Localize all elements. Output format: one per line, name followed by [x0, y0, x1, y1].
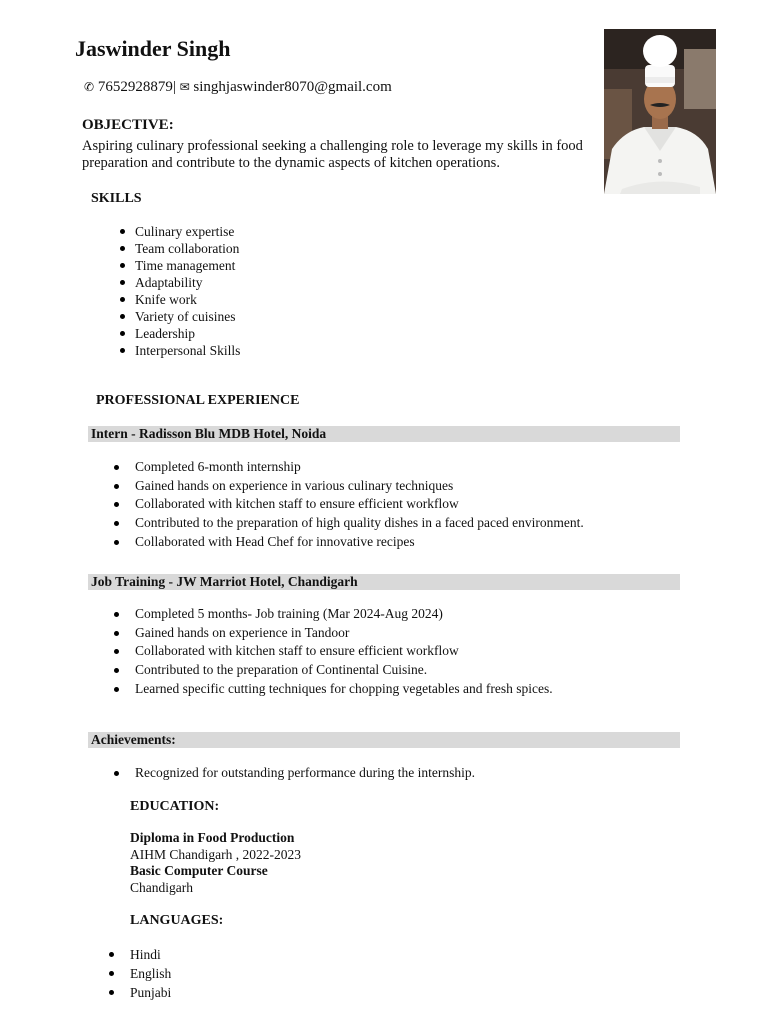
list-item: Adaptability [135, 274, 240, 291]
job-title-band: Job Training - JW Marriot Hotel, Chandigarh [88, 574, 680, 590]
candidate-name: Jaswinder Singh [75, 36, 231, 61]
list-item: English [130, 966, 172, 981]
list-item: Gained hands on experience in various culinary techniques [135, 477, 584, 496]
contact-line [84, 79, 392, 96]
experience-heading: PROFESSIONAL EXPERIENCE [96, 393, 300, 408]
phone-icon: ✆ [84, 80, 95, 94]
education-detail: AIHM Chandigarh , 2022-2023 [130, 846, 301, 862]
education-detail: Chandigarh [130, 879, 193, 895]
objective-heading: OBJECTIVE: [82, 117, 174, 133]
list-item: Contributed to the preparation of Continental Cuisine. [135, 661, 553, 680]
list-item: Punjabi [130, 985, 172, 1000]
achievements-list [135, 764, 475, 783]
list-item: Knife work [135, 291, 240, 308]
list-item: Gained hands on experience in Tandoor [135, 624, 553, 643]
job-points-list [135, 605, 553, 699]
skills-heading: SKILLS [91, 191, 142, 206]
education-block [130, 830, 301, 896]
email-address: singhjaswinder8070@gmail.com [193, 79, 392, 95]
languages-heading: LANGUAGES: [130, 913, 224, 928]
education-degree: Basic Computer Course [130, 863, 268, 878]
education-degree: Diploma in Food Production [130, 830, 295, 845]
list-item: Collaborated with Head Chef for innovative recipes [135, 533, 584, 552]
list-item: Recognized for outstanding performance during the internship. [135, 764, 475, 783]
profile-photo [604, 29, 716, 194]
chef-portrait-photo [604, 29, 716, 194]
list-item: Culinary expertise [135, 223, 240, 240]
list-item: Team collaboration [135, 241, 240, 256]
list-item: Learned specific cutting techniques for chopping vegetables and fresh spices. [135, 680, 553, 699]
job-title-band: Intern - Radisson Blu MDB Hotel, Noida [88, 426, 680, 442]
education-heading: EDUCATION: [130, 799, 220, 814]
list-item: Leadership [135, 325, 240, 342]
list-item: Hindi [130, 945, 171, 964]
list-item: Completed 6-month internship [135, 458, 584, 477]
list-item: Completed 5 months- Job training (Mar 2024-Aug 2024) [135, 605, 553, 624]
email-icon: ✉ [179, 80, 190, 94]
list-item: Collaborated with kitchen staff to ensure efficient workflow [135, 642, 553, 661]
list-item: Time management [135, 257, 240, 274]
skills-list [135, 223, 240, 359]
languages-list [130, 945, 171, 1002]
list-item: Contributed to the preparation of high quality dishes in a faced paced environment. [135, 514, 584, 533]
list-item: Interpersonal Skills [135, 343, 241, 358]
list-item: Collaborated with kitchen staff to ensure efficient workflow [135, 495, 584, 514]
job-points-list [135, 458, 584, 552]
objective-text: Aspiring culinary professional seeking a challenging role to leverage my skills in food preparation and contribute to the dynamic aspects of kitchen operations. [82, 138, 583, 171]
achievements-heading: Achievements: [88, 732, 680, 748]
phone-number: 7652928879| [97, 79, 176, 95]
list-item: Variety of cuisines [135, 308, 240, 325]
